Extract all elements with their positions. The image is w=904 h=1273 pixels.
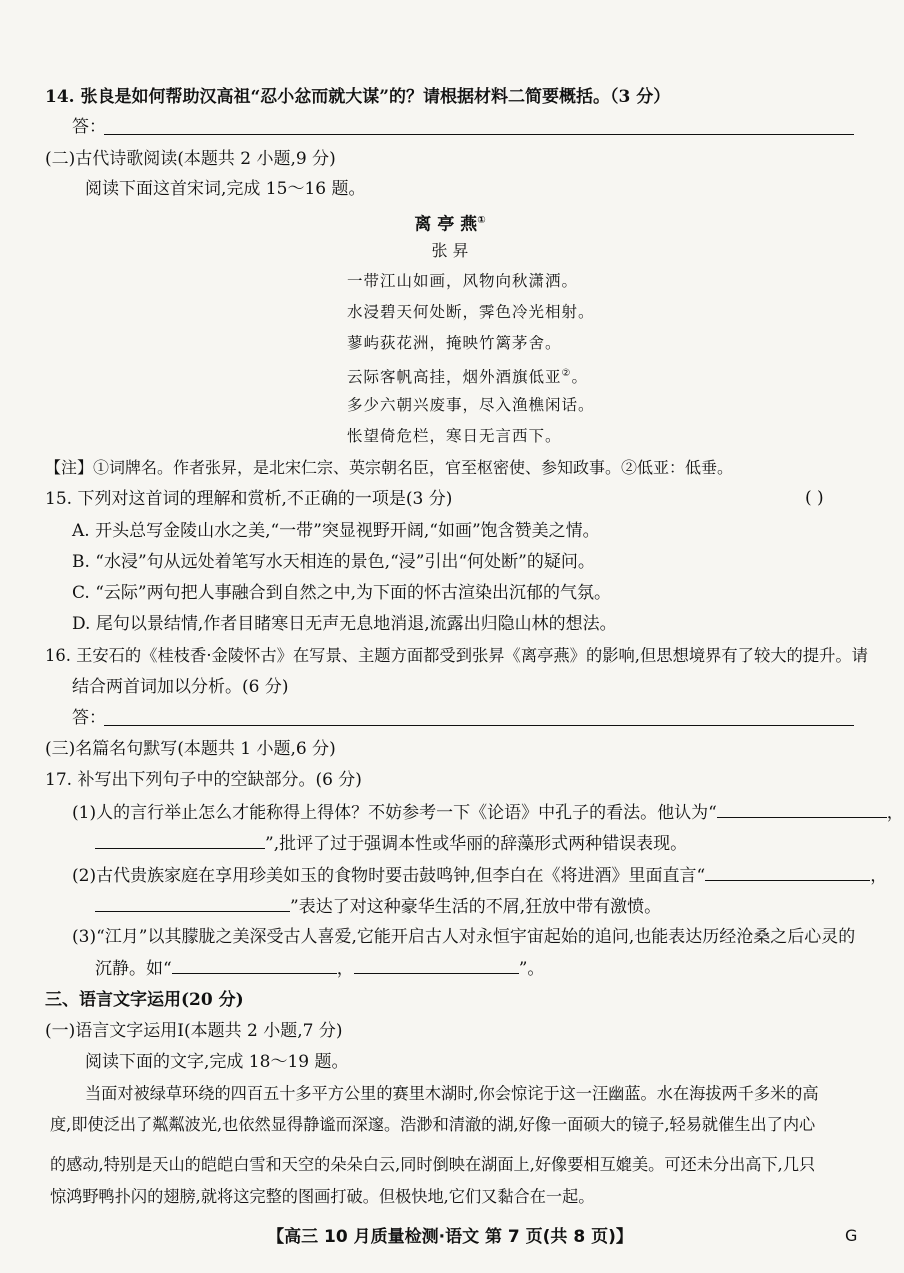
passage-line-1: 当面对被绿草环绕的四百五十多平方公里的赛里木湖时,你会惊诧于这一汪幽蓝。水在海拔两千多米的高 bbox=[85, 1084, 819, 1103]
poem-note: 【注】①词牌名。作者张昇，是北宋仁宗、英宗朝名臣，官至枢密使、参知政事。②低亚：低垂。 bbox=[45, 458, 734, 477]
q17-item1-line1: (1)人的言行举止怎么才能称得上得体？不妨参考一下《论语》中孔子的看法。他认为“ ， bbox=[72, 803, 904, 823]
part3-subtitle: (一)语言文字运用Ⅰ(本题共 2 小题,7 分) bbox=[45, 1021, 343, 1041]
poem-title: 离 亭 燕① bbox=[414, 214, 486, 235]
section3-title: (三)名篇名句默写(本题共 1 小题,6 分) bbox=[45, 739, 336, 759]
q17-item2-line1: (2)古代贵族家庭在享用珍美如玉的食物时要击鼓鸣钟,但李白在《将进酒》里面直言“ ， bbox=[72, 866, 888, 886]
q15-option-a: A. 开头总写金陵山水之美,“一带”突显视野开阔,“如画”饱含赞美之情。 bbox=[72, 521, 600, 541]
q14-answer-line[interactable] bbox=[104, 134, 854, 135]
q17-item1-line2: ”,批评了过于强调本性或华丽的辞藻形式两种错误表现。 bbox=[95, 832, 687, 855]
q17-blank-6[interactable] bbox=[354, 957, 519, 974]
q17-blank-4[interactable] bbox=[95, 895, 290, 912]
poem-line-6: 怅望倚危栏，寒日无言西下。 bbox=[347, 427, 562, 445]
section2-title: (二)古代诗歌阅读(本题共 2 小题,9 分) bbox=[45, 149, 336, 169]
poem-line-4: 云际客帆高挂，烟外酒旗低亚②。 bbox=[347, 368, 588, 387]
q17-blank-3[interactable] bbox=[705, 864, 870, 881]
q15-option-d: D. 尾句以景结情,作者目睹寒日无声无息地消退,流露出归隐山林的想法。 bbox=[72, 614, 617, 634]
q15-option-b: B. “水浸”句从远处着笔写水天相连的景色,“浸”引出“何处断”的疑问。 bbox=[72, 552, 595, 572]
page-footer: 【高三 10 月质量检测·语文 第 7 页(共 8 页)】 bbox=[267, 1227, 633, 1247]
part3-intro: 阅读下面的文字,完成 18～19 题。 bbox=[85, 1052, 349, 1072]
q17-item3-line1: (3)“江月”以其朦胧之美深受古人喜爱,它能开启古人对永恒宇宙起始的追问,也能表达历经沧桑之后心灵的 bbox=[72, 927, 856, 947]
passage-line-2: 度,即使泛出了粼粼波光,也依然显得静谧而深邃。浩渺和清澈的湖,好像一面硕大的镜子,轻易就催生出了内心 bbox=[50, 1115, 816, 1134]
q17-blank-2[interactable] bbox=[95, 832, 265, 849]
q14-answer-label: 答： bbox=[72, 117, 106, 137]
passage-line-4: 惊鸿野鸭扑闪的翅膀,就将这完整的图画打破。但极快地,它们又黏合在一起。 bbox=[50, 1187, 595, 1206]
version-letter: G bbox=[845, 1226, 858, 1245]
q17-item2-line2: ”表达了对这种豪华生活的不屑,狂放中带有激愤。 bbox=[95, 895, 661, 918]
part3-title: 三、语言文字运用(20 分) bbox=[45, 990, 244, 1010]
poem-line-3: 蓼屿荻花洲，掩映竹篱茅舍。 bbox=[347, 334, 562, 352]
q16-answer-label: 答： bbox=[72, 708, 106, 728]
passage-line-3: 的感动,特别是天山的皑皑白雪和天空的朵朵白云,同时倒映在湖面上,好像要相互媲美。可还未分出高下,几只 bbox=[50, 1155, 816, 1174]
section2-intro: 阅读下面这首宋词,完成 15～16 题。 bbox=[85, 179, 366, 199]
poem-line-1: 一带江山如画，风物向秋潇洒。 bbox=[347, 272, 579, 290]
q15-answer-paren[interactable]: ( ) bbox=[805, 488, 824, 508]
q17-stem: 17. 补写出下列句子中的空缺部分。(6 分) bbox=[45, 770, 362, 790]
q17-blank-5[interactable] bbox=[172, 957, 337, 974]
q14-stem: 14. 张良是如何帮助汉高祖“忍小忿而就大谋”的？请根据材料二简要概括。（3 分） bbox=[45, 87, 671, 107]
q16-stem-line1: 16. 王安石的《桂枝香·金陵怀古》在写景、主题方面都受到张昇《离亭燕》的影响,但思想境界有了较大的提升。请 bbox=[45, 646, 868, 665]
q17-blank-1[interactable] bbox=[717, 801, 887, 818]
q16-stem-line2: 结合两首词加以分析。(6 分) bbox=[72, 677, 289, 697]
q16-answer-line[interactable] bbox=[104, 725, 854, 726]
poem-line-5: 多少六朝兴废事，尽入渔樵闲话。 bbox=[347, 396, 595, 414]
poem-line-2: 水浸碧天何处断，霁色冷光相射。 bbox=[347, 303, 595, 321]
poem-author: 张 昇 bbox=[431, 241, 469, 260]
q17-item3-line2: 沉静。如“ ， ”。 bbox=[95, 959, 545, 979]
q15-option-c: C. “云际”两句把人事融合到自然之中,为下面的怀古渲染出沉郁的气氛。 bbox=[72, 583, 611, 603]
q15-stem: 15. 下列对这首词的理解和赏析,不正确的一项是(3 分) bbox=[45, 489, 453, 509]
